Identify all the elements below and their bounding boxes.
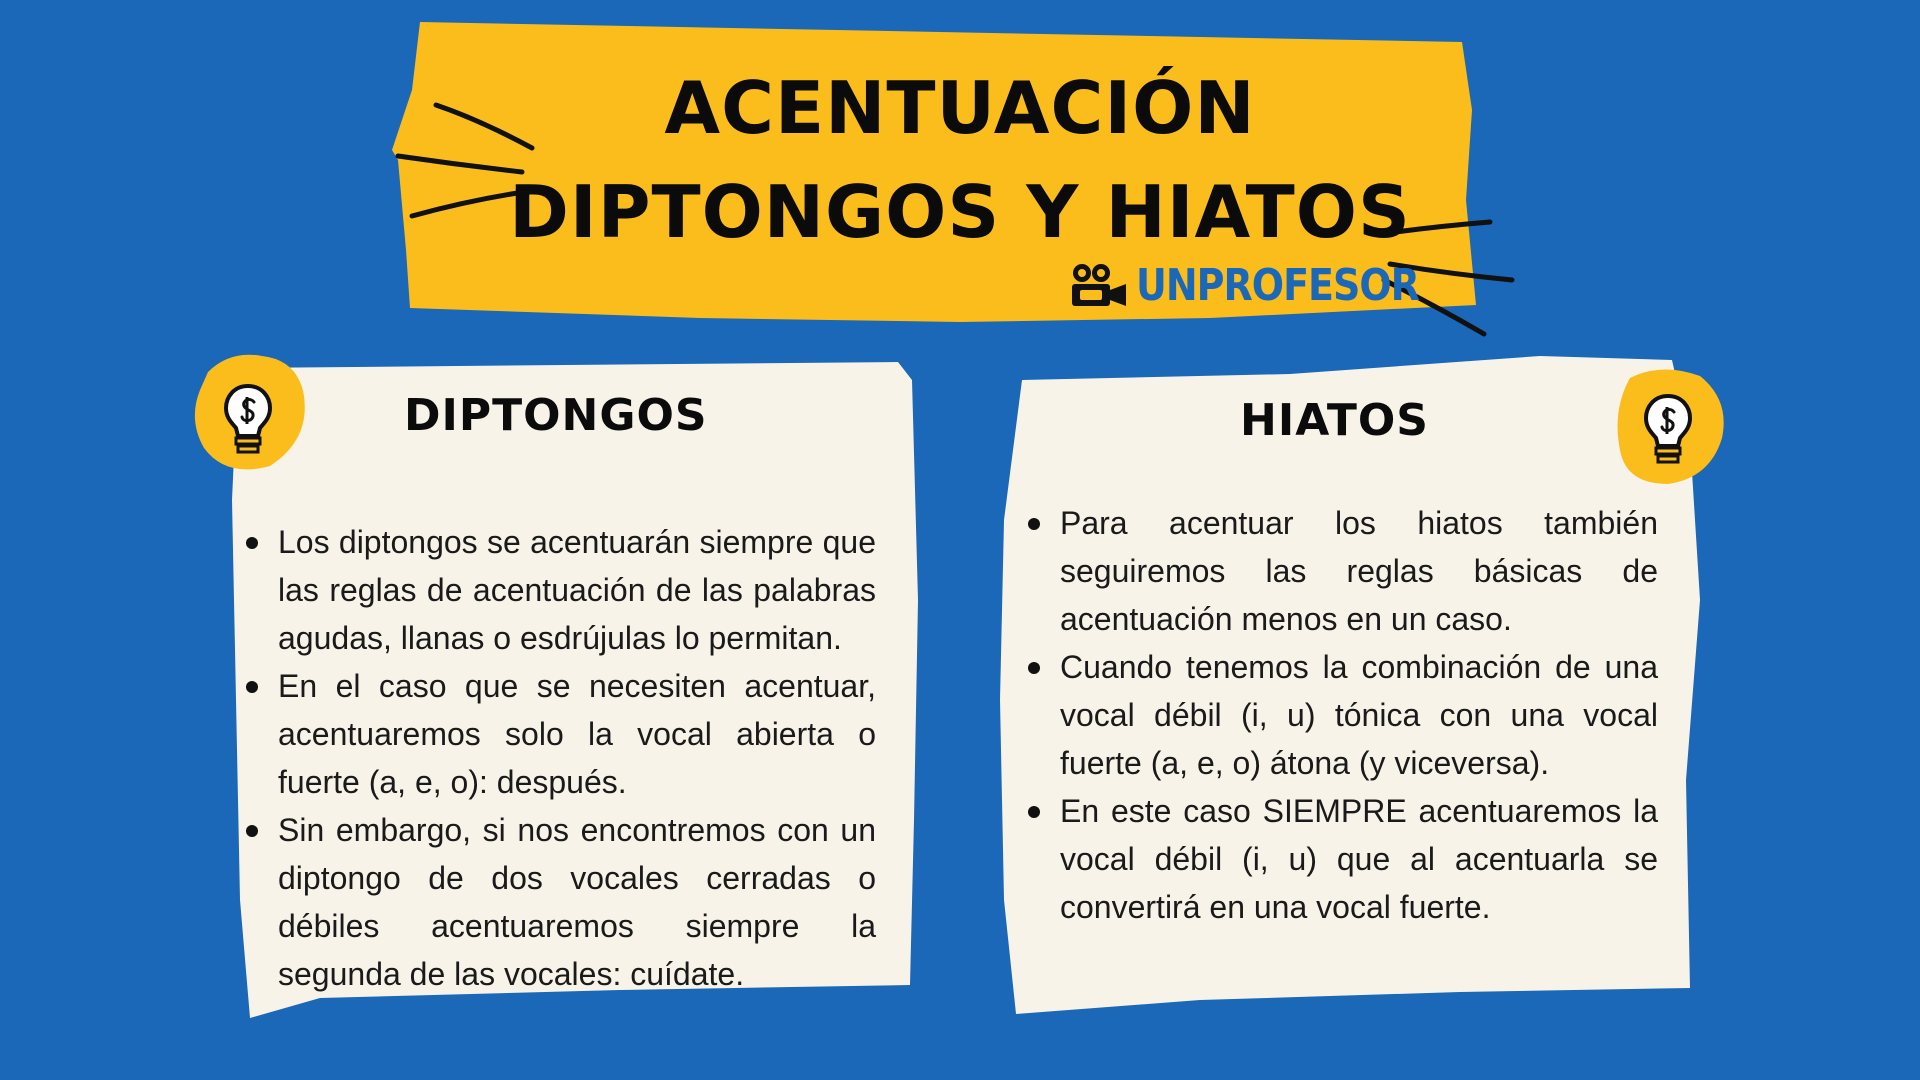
page-title-line2: DIPTONGOS Y HIATOS bbox=[509, 170, 1411, 254]
list-item: En el caso que se necesiten acentuar, acentuaremos solo la vocal abierta o fuerte (a, e, o): después. bbox=[240, 662, 876, 806]
unprofesor-logo bbox=[1070, 259, 1419, 311]
list-item: Sin embargo, si nos encontremos con un diptongo de dos vocales cerradas o débiles acentuaremos siempre la segunda de las vocales: cuídate. bbox=[240, 806, 876, 998]
list-item: En este caso SIEMPRE acentuaremos la vocal débil (i, u) que al acentuarla se convertirá en una vocal fuerte. bbox=[1022, 787, 1658, 931]
diptongos-list bbox=[240, 518, 876, 998]
page-title-line1: ACENTUACIÓN bbox=[664, 66, 1256, 150]
list-item: Los diptongos se acentuarán siempre que las reglas de acentuación de las palabras agudas, llanas o esdrújulas lo permitan. bbox=[240, 518, 876, 662]
list-item: Para acentuar los hiatos también seguiremos las reglas básicas de acentuación menos en un caso. bbox=[1022, 499, 1658, 643]
hiatos-list bbox=[1022, 499, 1658, 931]
list-item: Cuando tenemos la combinación de una vocal débil (i, u) tónica con una vocal fuerte (a, e, o) átona (y viceversa). bbox=[1022, 643, 1658, 787]
lightbulb-icon bbox=[216, 380, 280, 456]
lightbulb-icon bbox=[1636, 390, 1700, 466]
camera-icon bbox=[1070, 262, 1128, 308]
logo-text: UNPROFESOR bbox=[1136, 259, 1419, 311]
hiatos-title: HIATOS bbox=[1240, 395, 1429, 446]
diptongos-title: DIPTONGOS bbox=[404, 390, 708, 441]
